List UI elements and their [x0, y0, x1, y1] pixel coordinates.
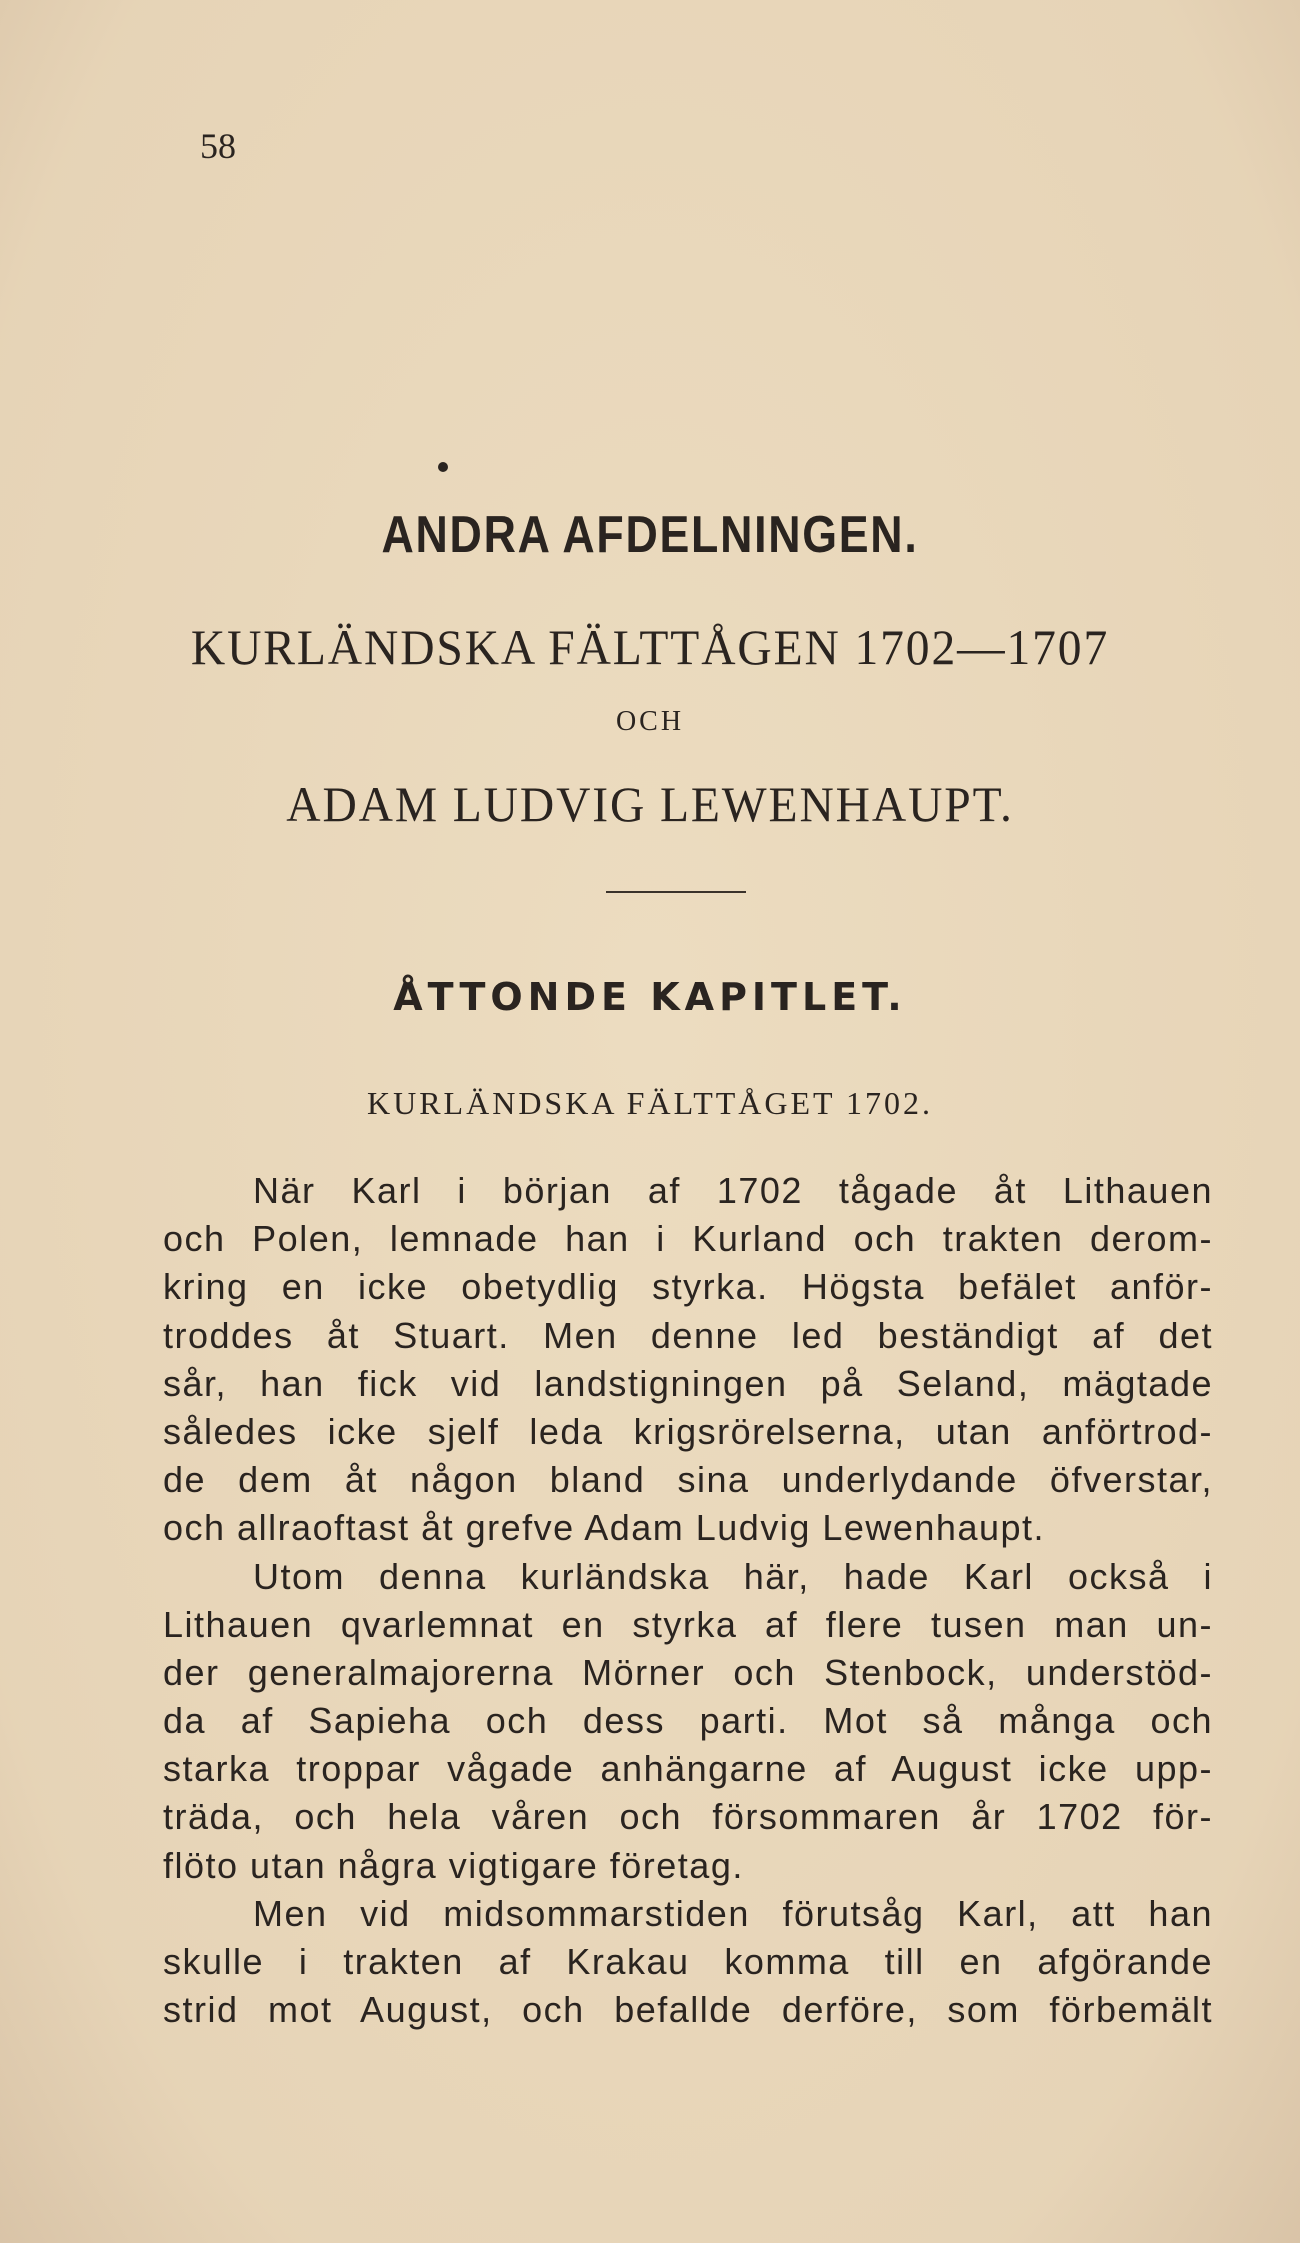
text-line: starka troppar vågade anhängarne af August icke upp- — [163, 1748, 1213, 1790]
page-number: 58 — [200, 126, 236, 166]
text-line: skulle i trakten af Krakau komma till en afgörande — [163, 1941, 1213, 1982]
ornament-dot — [438, 462, 448, 472]
text-line: troddes åt Stuart. Men denne led beständigt af det — [163, 1314, 1213, 1356]
text-line: de dem åt någon bland sina underlydande öfverstar, — [163, 1459, 1213, 1501]
text-line: Men vid midsommarstiden förutsåg Karl, att han — [253, 1892, 1213, 1934]
text-line: flöto utan några vigtigare företag. — [163, 1844, 744, 1886]
text-line: och allraoftast åt grefve Adam Ludvig Lewenhaupt. — [163, 1507, 1046, 1549]
text-line: och Polen, lemnade han i Kurland och trakten derom- — [163, 1218, 1213, 1260]
divider-rule — [606, 891, 746, 893]
conjunction-text: OCH — [615, 706, 685, 737]
text-line: sår, han fick vid landstigningen på Seland, mägtade — [163, 1362, 1213, 1404]
chapter-title: ÅTTONDE KAPITLET. — [393, 975, 907, 1019]
text-line: Utom denna kurländska här, hade Karl också i — [253, 1555, 1213, 1597]
text-line: Lithauen qvarlemnat en styrka af flere tusen man un- — [163, 1603, 1213, 1645]
chapter-subtitle: KURLÄNDSKA FÄLTTÅGET 1702. — [366, 1085, 934, 1121]
text-line: träda, och hela våren och försommaren år 1702 för- — [163, 1796, 1213, 1838]
person-name: ADAM LUDVIG LEWENHAUPT. — [286, 776, 1014, 832]
text-line: kring en icke obetydlig styrka. Högsta befälet anför- — [163, 1266, 1213, 1308]
text-line: der generalmajorerna Mörner och Stenbock, understöd- — [163, 1651, 1213, 1693]
text-line: När Karl i början af 1702 tågade åt Lithauen — [253, 1170, 1213, 1211]
part-headline: KURLÄNDSKA FÄLTTÅGEN 1702—1707 — [190, 619, 1110, 675]
text-line: da af Sapieha och dess parti. Mot så många och — [163, 1700, 1213, 1742]
body-text — [163, 1167, 1213, 2034]
text-line: således icke sjelf leda krigsrörelserna, utan anförtrod- — [163, 1410, 1213, 1452]
section-title: ANDRA AFDELNINGEN. — [381, 506, 919, 564]
text-line: strid mot August, och befallde derföre, som förbemält — [163, 1989, 1213, 2031]
